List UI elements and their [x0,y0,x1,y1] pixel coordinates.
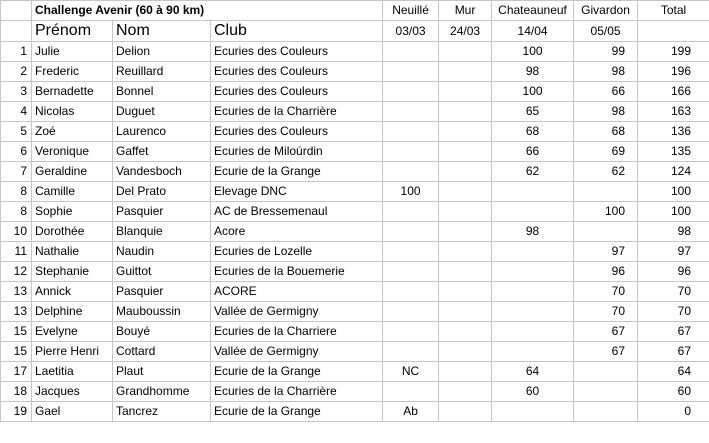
rank-cell[interactable]: 10 [1,222,32,242]
score-cell[interactable] [574,382,638,402]
score-cell[interactable]: 68 [574,122,638,142]
score-cell[interactable] [439,162,492,182]
score-cell[interactable] [492,242,574,262]
score-cell[interactable]: 99 [574,42,638,62]
prenom-cell[interactable]: Jacques [32,382,113,402]
score-cell[interactable] [574,362,638,382]
club-cell[interactable]: ACORE [211,282,383,302]
score-cell[interactable]: 62 [574,162,638,182]
score-cell[interactable] [383,262,439,282]
table-row [1,362,709,382]
club-cell[interactable]: Ecuries des Couleurs [211,62,383,82]
total-cell[interactable]: 67 [638,342,709,362]
total-cell[interactable]: 100 [638,202,709,222]
table-row [1,162,709,182]
total-cell[interactable]: 196 [638,62,709,82]
score-cell[interactable] [439,222,492,242]
score-cell[interactable]: 69 [574,142,638,162]
table-row [1,242,709,262]
club-cell[interactable]: AC de Bressemenaul [211,202,383,222]
nom-cell[interactable]: Gaffet [113,142,211,162]
nom-cell[interactable]: Laurenco [113,122,211,142]
rank-cell[interactable]: 7 [1,162,32,182]
score-cell[interactable]: 68 [492,122,574,142]
rank-cell[interactable]: 11 [1,242,32,262]
score-cell[interactable] [383,62,439,82]
score-cell[interactable]: 66 [492,142,574,162]
score-cell[interactable] [383,342,439,362]
prenom-cell[interactable]: Zoé [32,122,113,142]
prenom-cell[interactable]: Stephanie [32,262,113,282]
nom-cell[interactable]: Delion [113,42,211,62]
table-row [1,182,709,202]
total-cell[interactable]: 97 [638,242,709,262]
table-row [1,82,709,102]
rank-cell[interactable]: 17 [1,362,32,382]
score-cell[interactable] [383,202,439,222]
rank-cell[interactable]: 2 [1,62,32,82]
nom-cell[interactable]: Guittot [113,262,211,282]
total-cell[interactable]: 70 [638,302,709,322]
nom-cell[interactable]: Bonnel [113,82,211,102]
nom-cell[interactable]: Naudin [113,242,211,262]
score-cell[interactable] [439,62,492,82]
score-cell[interactable] [383,222,439,242]
score-cell[interactable] [383,282,439,302]
event-4-name[interactable]: Givardon [574,1,638,21]
total-cell[interactable]: 166 [638,82,709,102]
prenom-cell[interactable]: Pierre Henri [32,342,113,362]
table-row [1,302,709,322]
score-cell[interactable] [383,102,439,122]
score-cell[interactable]: 98 [574,62,638,82]
score-cell[interactable]: 70 [574,302,638,322]
nom-cell[interactable]: Cottard [113,342,211,362]
event-3-date[interactable]: 14/04 [492,21,574,42]
score-cell[interactable] [492,282,574,302]
score-cell[interactable] [439,242,492,262]
sheet-title[interactable]: Challenge Avenir (60 à 90 km) [32,1,383,21]
total-cell[interactable]: 0 [638,402,709,422]
rank-cell[interactable]: 3 [1,82,32,102]
score-cell[interactable]: NC [383,362,439,382]
table-row [1,402,709,422]
table-row [1,222,709,242]
total-cell[interactable]: 98 [638,222,709,242]
event-4-date[interactable]: 05/05 [574,21,638,42]
score-cell[interactable] [439,42,492,62]
score-cell[interactable]: 70 [574,282,638,302]
prenom-cell[interactable]: Bernadette [32,82,113,102]
score-cell[interactable]: 62 [492,162,574,182]
nom-cell[interactable]: Vandesboch [113,162,211,182]
table-row [1,382,709,402]
club-header[interactable]: Club [211,21,383,42]
nom-header[interactable]: Nom [113,21,211,42]
total-cell[interactable]: 64 [638,362,709,382]
club-cell[interactable]: Ecuries de la Charrière [211,102,383,122]
score-cell[interactable] [439,202,492,222]
score-cell[interactable] [383,322,439,342]
prenom-cell[interactable]: Gael [32,402,113,422]
club-cell[interactable]: Ecurie de la Grange [211,162,383,182]
rank-cell[interactable]: 8 [1,202,32,222]
score-cell[interactable]: 67 [574,322,638,342]
total-cell[interactable]: 70 [638,282,709,302]
cell[interactable] [1,1,32,21]
nom-cell[interactable]: Blanquie [113,222,211,242]
score-cell[interactable] [439,342,492,362]
score-cell[interactable]: 98 [492,222,574,242]
event-1-date[interactable]: 03/03 [383,21,439,42]
score-cell[interactable] [383,162,439,182]
score-cell[interactable]: 67 [574,342,638,362]
score-cell[interactable]: 66 [574,82,638,102]
total-cell[interactable]: 67 [638,322,709,342]
rank-cell[interactable]: 6 [1,142,32,162]
club-cell[interactable]: Vallée de Germigny [211,342,383,362]
score-cell[interactable]: 64 [492,362,574,382]
club-cell[interactable]: Ecuries des Couleurs [211,122,383,142]
nom-cell[interactable]: Mauboussin [113,302,211,322]
score-cell[interactable] [383,142,439,162]
total-cell[interactable]: 163 [638,102,709,122]
score-cell[interactable]: 96 [574,262,638,282]
rank-cell[interactable]: 18 [1,382,32,402]
prenom-cell[interactable]: Frederic [32,62,113,82]
score-cell[interactable] [574,222,638,242]
club-cell[interactable]: Ecurie de la Grange [211,362,383,382]
score-cell[interactable]: 100 [492,82,574,102]
nom-cell[interactable]: Reuillard [113,62,211,82]
score-cell[interactable]: 97 [574,242,638,262]
prenom-cell[interactable]: Julie [32,42,113,62]
club-cell[interactable]: Acore [211,222,383,242]
prenom-cell[interactable]: Annick [32,282,113,302]
rank-cell[interactable]: 4 [1,102,32,122]
score-cell[interactable] [492,302,574,322]
rank-cell[interactable]: 15 [1,322,32,342]
score-cell[interactable]: 98 [574,102,638,122]
rank-cell[interactable]: 12 [1,262,32,282]
score-cell[interactable] [439,382,492,402]
table-row [1,142,709,162]
score-cell[interactable] [492,342,574,362]
score-cell[interactable] [383,302,439,322]
score-cell[interactable] [439,262,492,282]
nom-cell[interactable]: Pasquier [113,202,211,222]
table-row [1,282,709,302]
nom-cell[interactable]: Del Prato [113,182,211,202]
score-cell[interactable] [439,402,492,422]
club-cell[interactable]: Ecuries de la Bouemerie [211,262,383,282]
rank-cell[interactable]: 8 [1,182,32,202]
prenom-cell[interactable]: Evelyne [32,322,113,342]
score-cell[interactable] [492,322,574,342]
club-cell[interactable]: Elevage DNC [211,182,383,202]
club-cell[interactable]: Ecuries des Couleurs [211,82,383,102]
score-cell[interactable] [439,362,492,382]
score-cell[interactable] [574,182,638,202]
score-cell[interactable] [439,322,492,342]
score-cell[interactable]: Ab [383,402,439,422]
score-cell[interactable] [439,182,492,202]
club-cell[interactable]: Ecuries des Couleurs [211,42,383,62]
score-cell[interactable]: 100 [383,182,439,202]
table-row [1,42,709,62]
total-cell[interactable]: 96 [638,262,709,282]
club-cell[interactable]: Ecurie de la Grange [211,402,383,422]
score-cell[interactable]: 98 [492,62,574,82]
prenom-cell[interactable]: Nathalie [32,242,113,262]
rank-cell[interactable]: 5 [1,122,32,142]
club-cell[interactable]: Ecuries de la Charrière [211,382,383,402]
prenom-cell[interactable]: Geraldine [32,162,113,182]
table-row [1,62,709,82]
score-cell[interactable] [492,262,574,282]
event-1-name[interactable]: Neuillé [383,1,439,21]
score-cell[interactable]: 100 [574,202,638,222]
score-cell[interactable] [439,82,492,102]
total-cell[interactable]: 199 [638,42,709,62]
score-cell[interactable] [383,42,439,62]
score-cell[interactable] [439,122,492,142]
table-row [1,322,709,342]
event-2-name[interactable]: Mur [439,1,492,21]
club-cell[interactable]: Ecuries de la Charriere [211,322,383,342]
rank-cell[interactable]: 15 [1,342,32,362]
rank-cell[interactable]: 19 [1,402,32,422]
score-cell[interactable] [439,102,492,122]
score-cell[interactable] [383,122,439,142]
score-cell[interactable] [383,82,439,102]
nom-cell[interactable]: Pasquier [113,282,211,302]
prenom-cell[interactable]: Laetitia [32,362,113,382]
event-3-name[interactable]: Chateauneuf [492,1,574,21]
club-cell[interactable]: Vallée de Germigny [211,302,383,322]
table-row [1,122,709,142]
total-cell[interactable]: 135 [638,142,709,162]
nom-cell[interactable]: Grandhomme [113,382,211,402]
prenom-cell[interactable]: Nicolas [32,102,113,122]
score-cell[interactable] [383,242,439,262]
score-cell[interactable] [492,402,574,422]
score-cell[interactable] [439,282,492,302]
club-cell[interactable]: Ecuries de Lozelle [211,242,383,262]
total-cell[interactable]: 136 [638,122,709,142]
total-header[interactable]: Total [638,1,709,21]
nom-cell[interactable]: Plaut [113,362,211,382]
rank-cell[interactable]: 1 [1,42,32,62]
score-cell[interactable]: 65 [492,102,574,122]
total-cell[interactable]: 124 [638,162,709,182]
total-cell[interactable]: 100 [638,182,709,202]
score-cell[interactable] [383,382,439,402]
table-row [1,202,709,222]
score-cell[interactable] [492,202,574,222]
cell[interactable] [1,21,32,42]
nom-cell[interactable]: Bouyé [113,322,211,342]
score-cell[interactable] [574,402,638,422]
prenom-cell[interactable]: Dorothée [32,222,113,242]
club-cell[interactable]: Ecuries de Miloúrdin [211,142,383,162]
prenom-cell[interactable]: Sophie [32,202,113,222]
prenom-cell[interactable]: Camille [32,182,113,202]
prenom-cell[interactable]: Delphine [32,302,113,322]
table-row [1,262,709,282]
rank-cell[interactable]: 13 [1,282,32,302]
cell[interactable] [638,21,709,42]
table-row [1,342,709,362]
prenom-header[interactable]: Prénom [32,21,113,42]
nom-cell[interactable]: Duguet [113,102,211,122]
score-cell[interactable] [439,142,492,162]
score-cell[interactable] [492,182,574,202]
title-row [1,1,709,21]
rank-cell[interactable]: 13 [1,302,32,322]
score-cell[interactable]: 100 [492,42,574,62]
score-cell[interactable] [439,302,492,322]
score-cell[interactable]: 60 [492,382,574,402]
table-row [1,102,709,122]
prenom-cell[interactable]: Veronique [32,142,113,162]
header-row [1,21,709,42]
total-cell[interactable]: 60 [638,382,709,402]
nom-cell[interactable]: Tancrez [113,402,211,422]
event-2-date[interactable]: 24/03 [439,21,492,42]
